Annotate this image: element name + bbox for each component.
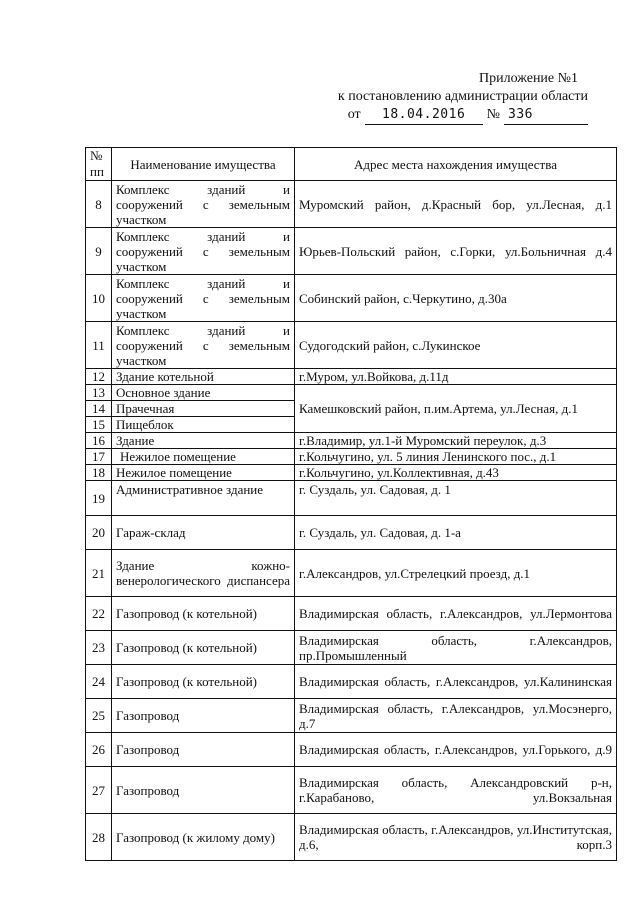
row-address: Муромский район, д.Красный бор, ул.Лесная, д.1 xyxy=(295,181,617,228)
row-name: Газопровод (к котельной) xyxy=(112,597,295,631)
row-name: Нежилое помещение xyxy=(112,465,295,481)
row-num: 10 xyxy=(86,275,112,322)
row-num: 18 xyxy=(86,465,112,481)
row-address: Владимирская область, г.Александров, ул.Калининская xyxy=(295,665,617,699)
table-row xyxy=(86,665,617,699)
row-name: Газопровод xyxy=(112,767,295,814)
row-address: Собинский район, с.Черкутино, д.30а xyxy=(295,275,617,322)
row-num: 24 xyxy=(86,665,112,699)
from-label: от xyxy=(347,107,361,122)
row-address: Владимирская область, г.Александров, ул.Горького, д.9 xyxy=(295,733,617,767)
decree-number: 336 xyxy=(504,106,588,125)
table-row xyxy=(86,699,617,733)
table-row xyxy=(86,181,617,228)
table-row xyxy=(86,814,617,861)
table-row xyxy=(86,433,617,449)
row-address: г.Владимир, ул.1-й Муромский переулок, д.3 xyxy=(295,433,617,449)
number-label: № xyxy=(486,107,500,122)
row-name: Комплекс зданий и сооружений с земельным участком xyxy=(112,275,295,322)
row-address: Владимирская область, г.Александров, ул.Лермонтова xyxy=(295,597,617,631)
table-row xyxy=(86,449,617,465)
table-header-row xyxy=(86,148,617,181)
row-num: 17 xyxy=(86,449,112,465)
row-num: 14 xyxy=(86,401,112,417)
row-name: Административное здание xyxy=(112,481,295,516)
row-address: г. Суздаль, ул. Садовая, д. 1-а xyxy=(295,516,617,550)
row-address: Владимирская область, Александровский р-н, г.Карабаново, ул.Вокзальная xyxy=(295,767,617,814)
row-address: Владимирская область, г.Александров, ул.Мосэнерго, д.7 xyxy=(295,699,617,733)
row-address: Юрьев-Польский район, с.Горки, ул.Больничная д.4 xyxy=(295,228,617,275)
row-name: Пищеблок xyxy=(112,417,295,433)
row-name: Нежилое помещение xyxy=(112,449,295,465)
table-row xyxy=(86,369,617,385)
row-name: Здание кожно-венерологического диспансера xyxy=(112,550,295,597)
row-name: Газопровод xyxy=(112,733,295,767)
row-num: 27 xyxy=(86,767,112,814)
row-num: 28 xyxy=(86,814,112,861)
row-name: Гараж-склад xyxy=(112,516,295,550)
table-row xyxy=(86,631,617,665)
row-name: Комплекс зданий и сооружений с земельным участком xyxy=(112,322,295,369)
row-name: Основное здание xyxy=(112,385,295,401)
row-num: 22 xyxy=(86,597,112,631)
header-address: Адрес места нахождения имущества xyxy=(295,148,617,181)
row-name: Газопровод (к жилому дому) xyxy=(112,814,295,861)
row-address: г. Суздаль, ул. Садовая, д. 1 xyxy=(295,481,617,516)
row-name: Комплекс зданий и сооружений с земельным участком xyxy=(112,181,295,228)
row-num: 15 xyxy=(86,417,112,433)
row-name: Комплекс зданий и сооружений с земельным участком xyxy=(112,228,295,275)
row-num: 19 xyxy=(86,481,112,516)
row-name: Газопровод (к котельной) xyxy=(112,631,295,665)
row-num: 13 xyxy=(86,385,112,401)
table-row xyxy=(86,275,617,322)
row-address: г.Кольчугино, ул.Коллективная, д.43 xyxy=(295,465,617,481)
property-table xyxy=(85,147,617,861)
row-num: 25 xyxy=(86,699,112,733)
decree-reference xyxy=(288,106,588,125)
row-num: 9 xyxy=(86,228,112,275)
row-name: Газопровод xyxy=(112,699,295,733)
row-num: 20 xyxy=(86,516,112,550)
table-row xyxy=(86,465,617,481)
header-name: Наименование имущества xyxy=(112,148,295,181)
row-num: 8 xyxy=(86,181,112,228)
row-name: Газопровод (к котельной) xyxy=(112,665,295,699)
table-row xyxy=(86,516,617,550)
row-address: Камешковский район, п.им.Артема, ул.Лесная, д.1 xyxy=(295,385,617,433)
table-row xyxy=(86,767,617,814)
row-num: 12 xyxy=(86,369,112,385)
table-row xyxy=(86,481,617,516)
table-row xyxy=(86,597,617,631)
row-num: 23 xyxy=(86,631,112,665)
row-num: 21 xyxy=(86,550,112,597)
row-num: 16 xyxy=(86,433,112,449)
row-address: Судогодский район, с.Лукинское xyxy=(295,322,617,369)
row-address: г.Александров, ул.Стрелецкий проезд, д.1 xyxy=(295,550,617,597)
appendix-title: Приложение №1 xyxy=(479,71,578,86)
row-address: Владимирская область, г.Александров, ул.Институтская, д.6, корп.3 xyxy=(295,814,617,861)
table-row xyxy=(86,322,617,369)
table-row xyxy=(86,385,617,401)
row-address: г.Муром, ул.Войкова, д.11д xyxy=(295,369,617,385)
table-row xyxy=(86,733,617,767)
row-address: Владимирская область, г.Александров, пр.Промышленный xyxy=(295,631,617,665)
header-num: № пп xyxy=(86,148,112,181)
appendix-header xyxy=(288,70,588,125)
row-name: Здание котельной xyxy=(112,369,295,385)
row-num: 26 xyxy=(86,733,112,767)
appendix-subtitle: к постановлению администрации области xyxy=(337,89,588,104)
table-row xyxy=(86,228,617,275)
table-row xyxy=(86,550,617,597)
decree-date: 18.04.2016 xyxy=(365,106,483,125)
row-name: Прачечная xyxy=(112,401,295,417)
row-name: Здание xyxy=(112,433,295,449)
row-address: г.Кольчугино, ул. 5 линия Ленинского пос., д.1 xyxy=(295,449,617,465)
row-num: 11 xyxy=(86,322,112,369)
